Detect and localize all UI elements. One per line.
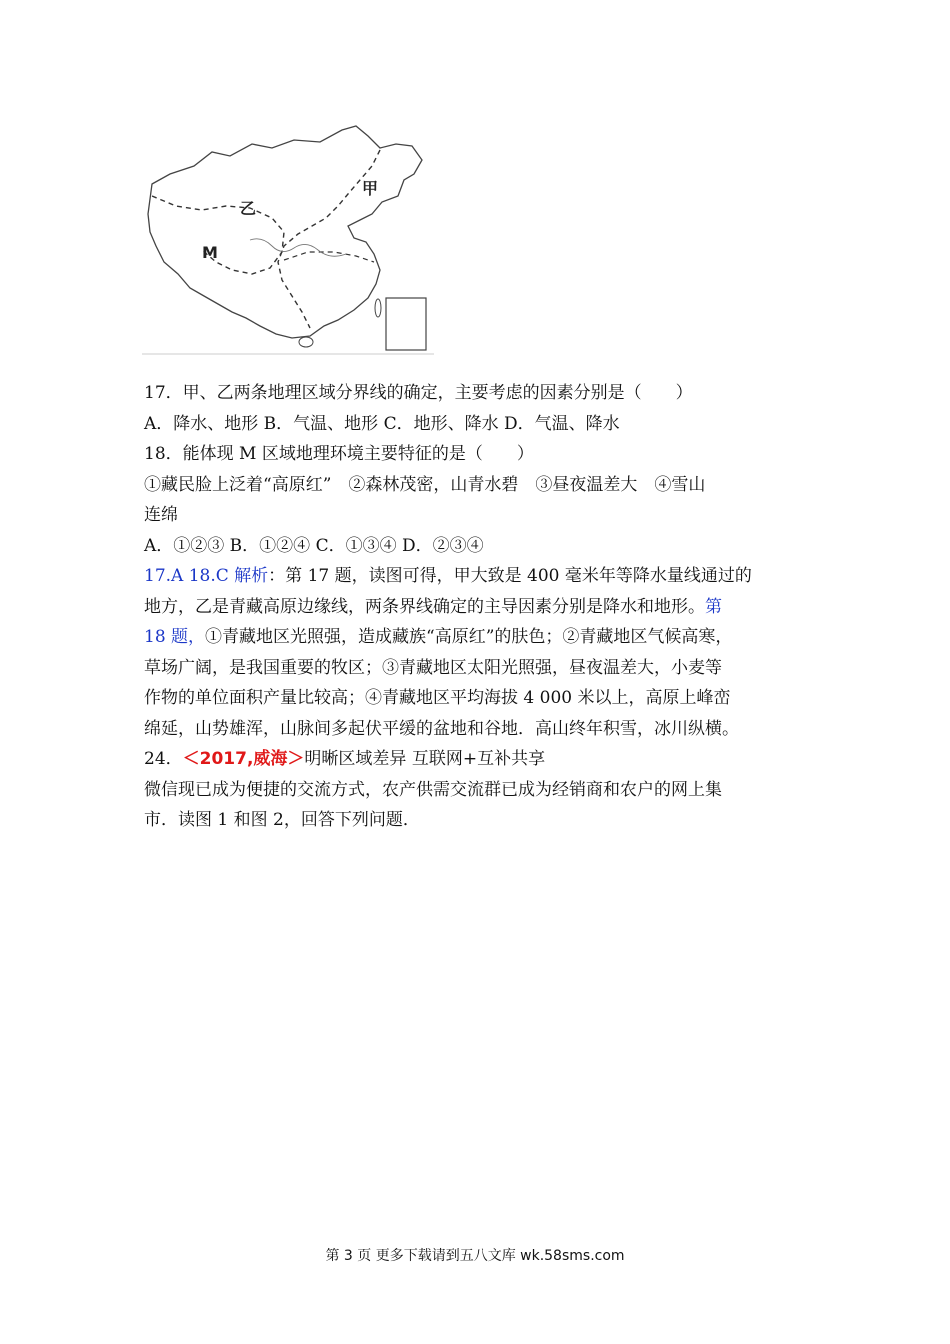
analysis-line-3: 18 题，①青藏地区光照强，造成藏族“高原红”的肤色；②青藏地区气候高寒， <box>144 627 733 647</box>
qinling-line <box>284 252 374 262</box>
q17-stem: 17．甲、乙两条地理区域分界线的确定，主要考虑的因素分别是（ ） <box>144 383 693 403</box>
q24-line-2: 市．读图 1 和图 2，回答下列问题． <box>144 810 420 830</box>
map-label-m: M <box>202 243 218 262</box>
border-line-yi <box>152 196 284 274</box>
analysis-line-4: 草场广阔，是我国重要的牧区；③青藏地区太阳光照强，昼夜温差大，小麦等 <box>144 657 722 678</box>
analysis-line-6: 绵延，山势雄浑，山脉间多起伏平缓的盆地和谷地．高山终年积雪，冰川纵横。 <box>144 718 739 739</box>
taiwan-island <box>375 299 381 317</box>
analysis-head: 17.A 18.C 解析 <box>144 566 269 586</box>
map-label-jia: 甲 <box>362 179 379 198</box>
q18-answers: A．①②③ B．①②④ C．①③④ D．②③④ <box>144 535 484 556</box>
q18-stem: 18．能体现 M 区域地理环境主要特征的是（ ） <box>144 444 534 464</box>
analysis-line-1: 17.A 18.C 解析：第 17 题，读图可得，甲大致是 400 毫米年等降水量线通过的 <box>144 566 752 586</box>
hainan-island <box>299 337 313 347</box>
analysis-line-2: 地方，乙是青藏高原边缘线，两条界线确定的主导因素分别是降水和地形。第 <box>144 596 722 617</box>
q18-options-line1: ①藏民脸上泛着“高原红” ②森林茂密，山青水碧 ③昼夜温差大 ④雪山 <box>144 474 706 495</box>
q24-line-1: 微信现已成为便捷的交流方式，农产供需交流群已成为经销商和农户的网上集 <box>144 779 722 800</box>
q17-options: A．降水、地形 B．气温、地形 C．地形、降水 D．气温、降水 <box>144 413 620 434</box>
q18-options-line2: 连绵 <box>144 505 178 525</box>
q24-source-tag: ＜2017,威海＞ <box>182 749 305 769</box>
map-label-yi: 乙 <box>240 199 257 218</box>
analysis-line-5: 作物的单位面积产量比较高；④青藏地区平均海拔 4 000 米以上，高原上峰峦 <box>144 688 731 708</box>
page-footer: 第 3 页 更多下载请到五八文库 wk.58sms.com <box>325 1248 625 1264</box>
south-china-sea-inset <box>386 298 426 350</box>
china-map-figure <box>142 122 434 356</box>
document-body <box>144 378 824 836</box>
q24-heading: 24．＜2017,威海＞明晰区域差异 互联网+互补共享 <box>144 749 546 769</box>
river <box>250 239 346 256</box>
china-map-svg <box>142 122 434 356</box>
